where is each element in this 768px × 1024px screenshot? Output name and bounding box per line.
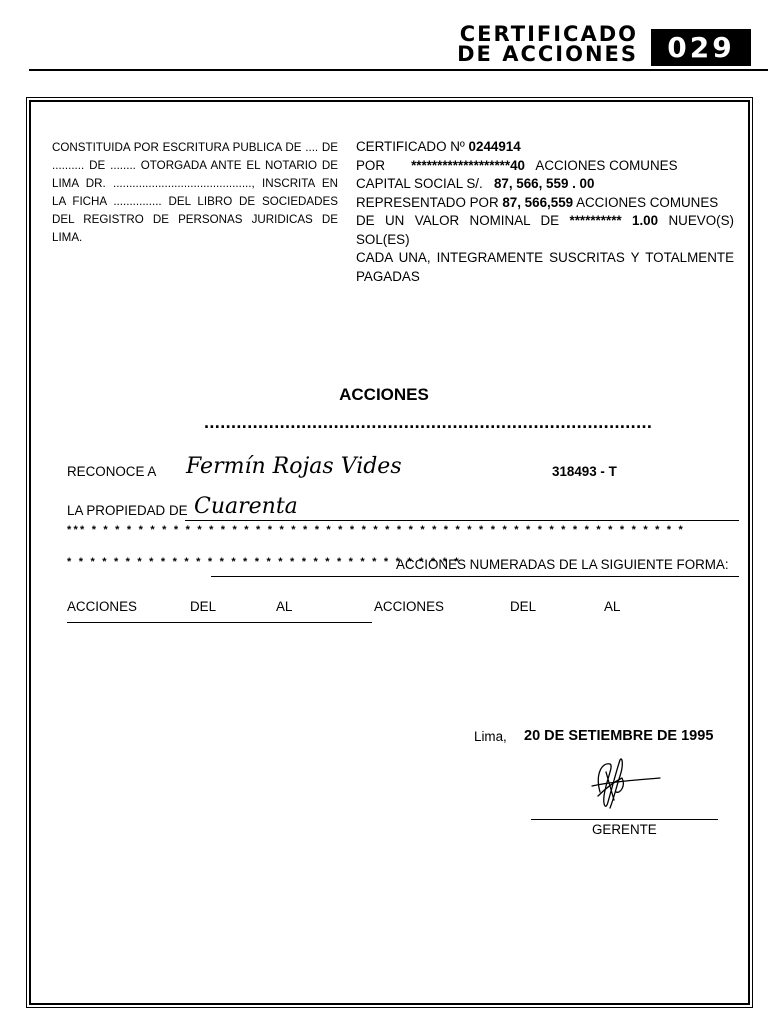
paid-text: PAGADAS [356,268,420,284]
signature-scribble [580,752,670,814]
col-acciones-1: ACCIONES [67,599,137,614]
title-line-1: CERTIFICADO [459,22,638,46]
represented-suffix: ACCIONES COMUNES [576,194,719,210]
certificate-details [356,138,734,286]
represented-label: REPRESENTADO POR [356,194,499,210]
header-divider [29,69,768,71]
shares-count: *******************40 [411,157,525,173]
currency: SOL(ES) [356,231,410,247]
nominal-suffix: NUEVO(S) [668,213,734,228]
shares-type: ACCIONES COMUNES [535,157,678,173]
page-number-badge: 029 [651,29,751,66]
place-label: Lima, [474,729,507,744]
col-del-1: DEL [190,599,217,614]
certificate-number-line [356,138,734,157]
each-text: CADA UNA, INTEGRAMENTE SUSCRITAS Y TOTALMENTE [356,250,734,265]
stars-row-2: * * * * * * * * * * * * * * * * * * * * * * * * * * * * * * * * * * [67,556,461,568]
col-del-2: DEL [510,599,537,614]
capital-value: 87, 566, 559 . 00 [493,176,595,191]
signatory-role: GERENTE [592,822,657,837]
owner-id: 318493 - T [552,464,617,479]
col-al-2: AL [604,599,621,614]
section-title: ACCIONES [339,385,429,404]
signature-line [531,819,718,820]
shares-line [356,157,734,176]
nominal-value: ********** 1.00 [569,213,659,228]
recognizes-label: RECONOCE A [67,464,157,479]
dotted-separator: ................................................................................... [204,412,653,432]
stars-row-1: *** * * * * * * * * * * * * * * * * * * * * * * * * * * * * * * * * * * * * * * * * * * * * * * * * * * * [67,524,686,536]
nominal-prefix: DE UN VALOR NOMINAL DE [356,213,560,228]
amount-in-words: Cuarenta [194,494,298,519]
represented-line [356,194,734,213]
capital-line [356,175,734,194]
owner-name: Fermín Rojas Vides [186,454,402,479]
numbered-label: ACCIONES NUMERADAS DE LA SIGUIENTE FORMA: [396,557,729,572]
constitution-clause: CONSTITUIDA POR ESCRITURA PUBLICA DE .... DE .......... DE ........ OTORGADA ANTE EL NOTARIO DE LIMA DR. ..........................................., INSCRITA EN LA FICHA ............... DEL LIBRO DE SOCIEDADES DEL REGISTRO DE PERSONAS JURIDICAS DE LIMA. [52,141,338,244]
certificate-number: 0244914 [468,139,521,154]
capital-label: CAPITAL SOCIAL S/. [356,176,483,191]
represented-value: 87, 566,559 [502,194,574,210]
issue-date: 20 DE SETIEMBRE DE 1995 [524,728,714,744]
certificate-number-label: CERTIFICADO Nº [356,139,465,154]
ownership-label: LA PROPIEDAD DE [67,503,188,518]
document-title [457,24,638,64]
col-al-1: AL [276,599,293,614]
nominal-line [356,212,734,231]
numbered-underline [211,576,739,577]
table-header-underline [67,622,372,623]
title-line-2: DE ACCIONES [457,42,638,66]
amount-underline [185,520,739,521]
por-label: POR [356,157,386,173]
col-acciones-2: ACCIONES [374,599,444,614]
